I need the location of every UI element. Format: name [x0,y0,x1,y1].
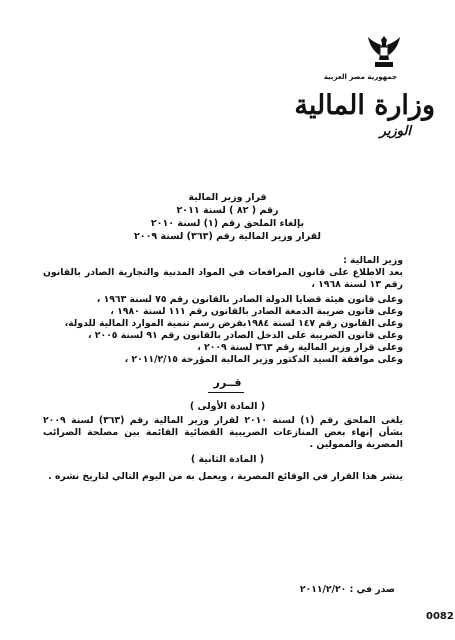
recital-5: وعلى قانون الضريبة على الدخل الصادر بالقانون رقم ٩١ لسنة ٢٠٠٥ ، [88,330,403,341]
decree-title: قرار وزير المالية [188,192,267,203]
addressee: وزير المالية : [343,255,403,266]
republic-name: جمهورية مصر العربية [323,73,397,81]
egypt-eagle-emblem-icon [367,34,401,70]
issue-date: صدر في : ٢٠١١/٢/٢٠ [299,584,395,595]
recital-1: بعد الاطلاع على قانون المرافعات في المواد المدنية والتجارية الصادر بالقانون رقم ١٣ لسنة ١٩٦٨ ، [43,267,403,290]
decree-subject-line-2: لقرار وزير المالية رقم (٣٦٣) لسنة ٢٠٠٩ [133,231,322,242]
decree-number: رقم ( ٨٢ ) لسنة ٢٠١١ [176,205,279,216]
decree-subject-line-1: بإلغاء الملحق رقم (١) لسنة ٢٠١٠ [150,218,305,229]
article-1-title: ( المادة الأولى ) [189,401,266,412]
recital-3: وعلى قانون ضريبة الدمغة الصادر بالقانون رقم ١١١ لسنة ١٩٨٠ ، [110,306,403,317]
recital-4: وعلى القانون رقم ١٤٧ لسنة ١٩٨٤بفرض رسم تنمية الموارد المالية للدولة، [64,318,403,329]
recital-2: وعلى قانون هيئة قضايا الدولة الصادر بالقانون رقم ٧٥ لسنة ١٩٦٣ ، [96,294,403,305]
decision-heading: قــرر [213,376,242,389]
minister-title: الوزير [379,124,411,139]
article-2-text: ينشر هذا القرار في الوقائع المصرية ، ويعمل به من اليوم التالي لتاريخ نشره . [48,471,403,482]
recital-7: وعلى موافقة السيد الدكتور وزير المالية المؤرخة ٢٠١١/٢/١٥ ، [124,354,403,365]
recital-6: وعلى قرار وزير المالية رقم ٣٦٣ لسنة ٢٠٠٩ ، [197,342,403,353]
article-1-text: يلغى الملحق رقم (١) لسنة ٢٠١٠ لقرار وزير المالية رقم (٣٦٣) لسنة ٢٠٠٩ بشأن إنهاء بعض المنازعات الضريبية القضائية القائمة بين مصلحة الضرائب المصرية والممولين . [43,415,404,450]
ministry-name: وزارة المالية [294,90,435,121]
article-2-title: ( المادة الثانية ) [190,454,265,465]
page-number: 0082 [426,611,454,622]
heading-divider [208,392,244,393]
